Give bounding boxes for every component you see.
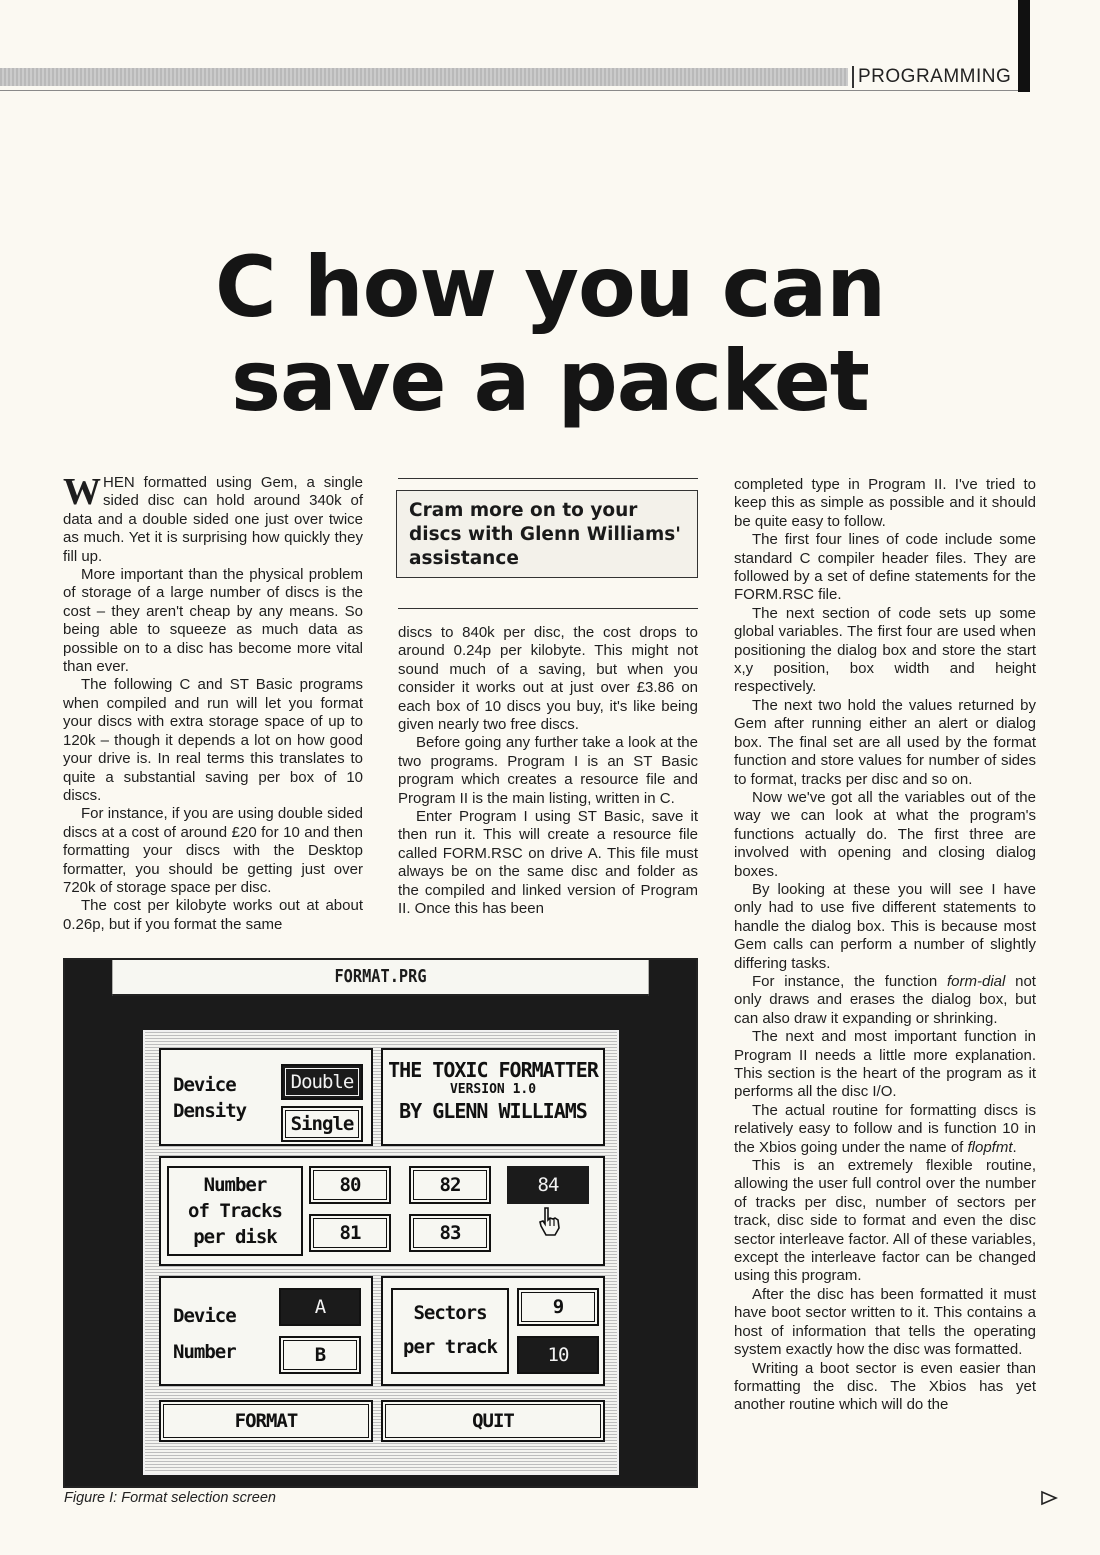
banner-version: VERSION 1.0 (449, 1082, 537, 1097)
paragraph: The following C and ST Basic programs when compiled and run will let you format your discs with extra storage space of up to 120k – though it depends a lot on how good your drive is. In real terms this translates to quite a substantial saving per box of 10 discs. (63, 676, 363, 804)
paragraph: The next and most important function in Program II needs a little more explanation. This section is the heart of the program as it performs all the disc I/O. (734, 1028, 1036, 1101)
section-label: PROGRAMMING (852, 66, 1011, 88)
quit-button[interactable]: QUIT (381, 1400, 605, 1442)
sectors-panel (381, 1276, 605, 1386)
paragraph: The cost per kilobyte works out at about 0.26p, but if you format the same (63, 897, 363, 933)
track-83-button[interactable]: 83 (409, 1214, 491, 1252)
banner-title: THE TOXIC FORMATTER (388, 1058, 598, 1082)
headline-line-1: C how you can (214, 238, 886, 336)
triangle-right-outline-icon (1040, 1490, 1058, 1506)
sectors-10-button[interactable]: 10 (517, 1336, 599, 1374)
pointing-hand-icon (537, 1206, 563, 1238)
device-a-button[interactable]: A (279, 1288, 361, 1326)
track-80-button[interactable]: 80 (309, 1166, 391, 1204)
figure-caption: Figure I: Format selection screen (64, 1490, 276, 1506)
device-number-panel (159, 1276, 373, 1386)
tracks-label-box (167, 1166, 303, 1256)
paragraph: This is an extremely flexible routine, allowing the user full control over the number of tracks per disc, number of sectors per track, disc side to format and even the disc sector interleave factor. All of these variables, except the interleave factor can be changed using this program. (734, 1157, 1036, 1285)
window-title-bar: FORMAT.PRG (112, 960, 648, 996)
column-1 (63, 471, 363, 934)
paragraph: WHEN formatted using Gem, a single sided disc can hold around 340k of data and a double sided one just over twice as much. Yet it is surprising how quickly they fill up. (63, 471, 363, 565)
paragraph: completed type in Program II. I've tried to keep this as simple as possible and it should be quite easy to follow. (734, 476, 1036, 530)
paragraph: For instance, if you are using double sided discs at a cost of around £20 for 10 and then formatting your discs with the Desktop formatter, you should be getting just over 720k of storage space per disc. (63, 805, 363, 896)
title-banner (381, 1048, 605, 1146)
paragraph: Writing a boot sector is even easier than formatting the disc. The Xbios has yet another routine which will do the (734, 1359, 1036, 1414)
banner-author: BY GLENN WILLIAMS (399, 1099, 587, 1123)
track-82-button[interactable]: 82 (409, 1166, 491, 1204)
paragraph: By looking at these you will see I have only had to use five different statements to handle the dialog box. This is because most Gem calls can perform a number of slightly differing tasks. (734, 880, 1036, 972)
paragraph: After the disc has been formatted it must have boot sector written to it. This contains a host of information that tells the operating system exactly how the disc was formatted. (734, 1285, 1036, 1359)
sectors-label-box (391, 1288, 509, 1374)
article-headline (100, 240, 1000, 428)
paragraph: discs to 840k per disc, the cost drops to around 0.24p per kilobyte. This might not sound much of a saving, but when you consider it works out at just over £3.86 on each box of 10 discs you buy, it's like being given nearly two free discs. (398, 624, 698, 734)
density-panel (159, 1048, 373, 1146)
paragraph: Before going any further take a look at the two programs. Program I is an ST Basic program which creates a resource file and Program II is the main listing, written in C. (398, 734, 698, 807)
header-bar (0, 68, 848, 86)
density-label: Device Density (173, 1074, 247, 1122)
paragraph: The first four lines of code include some standard C compiler header files. They are followed by a set of define statements for the FORM.RSC file. (734, 531, 1036, 604)
paragraph: The next section of code sets up some global variables. The first four are used when positioning the dialog box and store the start x,y position, box width and height respectively. (734, 604, 1036, 696)
density-single-button[interactable]: Single (281, 1106, 363, 1142)
sectors-9-button[interactable]: 9 (517, 1288, 599, 1326)
device-b-button[interactable]: B (279, 1336, 361, 1374)
drop-cap: W (63, 471, 101, 513)
sectors-label: Sectors per track (403, 1302, 497, 1358)
paragraph: Now we've got all the variables out of the way we can look at what the program's functions actually do. The first three are involved with opening and closing dialog boxes. (734, 788, 1036, 880)
paragraph: For instance, the function form-dial not only draws and erases the dialog box, but can also draw it expanding or shrinking. (734, 972, 1036, 1027)
density-double-button[interactable]: Double (281, 1064, 363, 1100)
column-3 (734, 476, 1036, 1415)
paragraph: The actual routine for formatting discs is relatively easy to follow and is function 10 in the Xbios going under the name of flopfmt. (734, 1101, 1036, 1156)
format-dialog (143, 1030, 619, 1475)
tracks-panel (159, 1156, 605, 1266)
paragraph: Enter Program I using ST Basic, save it then run it. This will create a resource file called FORM.RSC on drive A. This file must always be on the same disc and folder as the compiled and linked version of Program II. Once this has been (398, 808, 698, 918)
standfirst-rule-bottom (398, 608, 698, 609)
column-2 (398, 624, 698, 919)
headline-line-2: save a packet (231, 332, 869, 430)
corner-block (1018, 0, 1030, 92)
standfirst-rule-top (398, 478, 698, 479)
standfirst: Cram more on to your discs with Glenn Williams' assistance (396, 490, 698, 578)
paragraph: The next two hold the values returned by Gem after running either an alert or dialog box. The final set are all used by the format function and store values for number of sides to format, tracks per disc and so on. (734, 696, 1036, 788)
device-number-label: Device Number (173, 1305, 236, 1363)
format-screen-figure (63, 958, 698, 1488)
track-81-button[interactable]: 81 (309, 1214, 391, 1252)
track-84-button[interactable]: 84 (507, 1166, 589, 1204)
tracks-label: Number of Tracks per disk (188, 1174, 282, 1248)
format-button[interactable]: FORMAT (159, 1400, 373, 1442)
paragraph: More important than the physical problem of storage of a large number of discs is the cost – they aren't cheap by any means. So being able to squeeze as much data as possible on to a disc has become more vital than ever. (63, 566, 363, 676)
header-rule (0, 90, 1018, 91)
